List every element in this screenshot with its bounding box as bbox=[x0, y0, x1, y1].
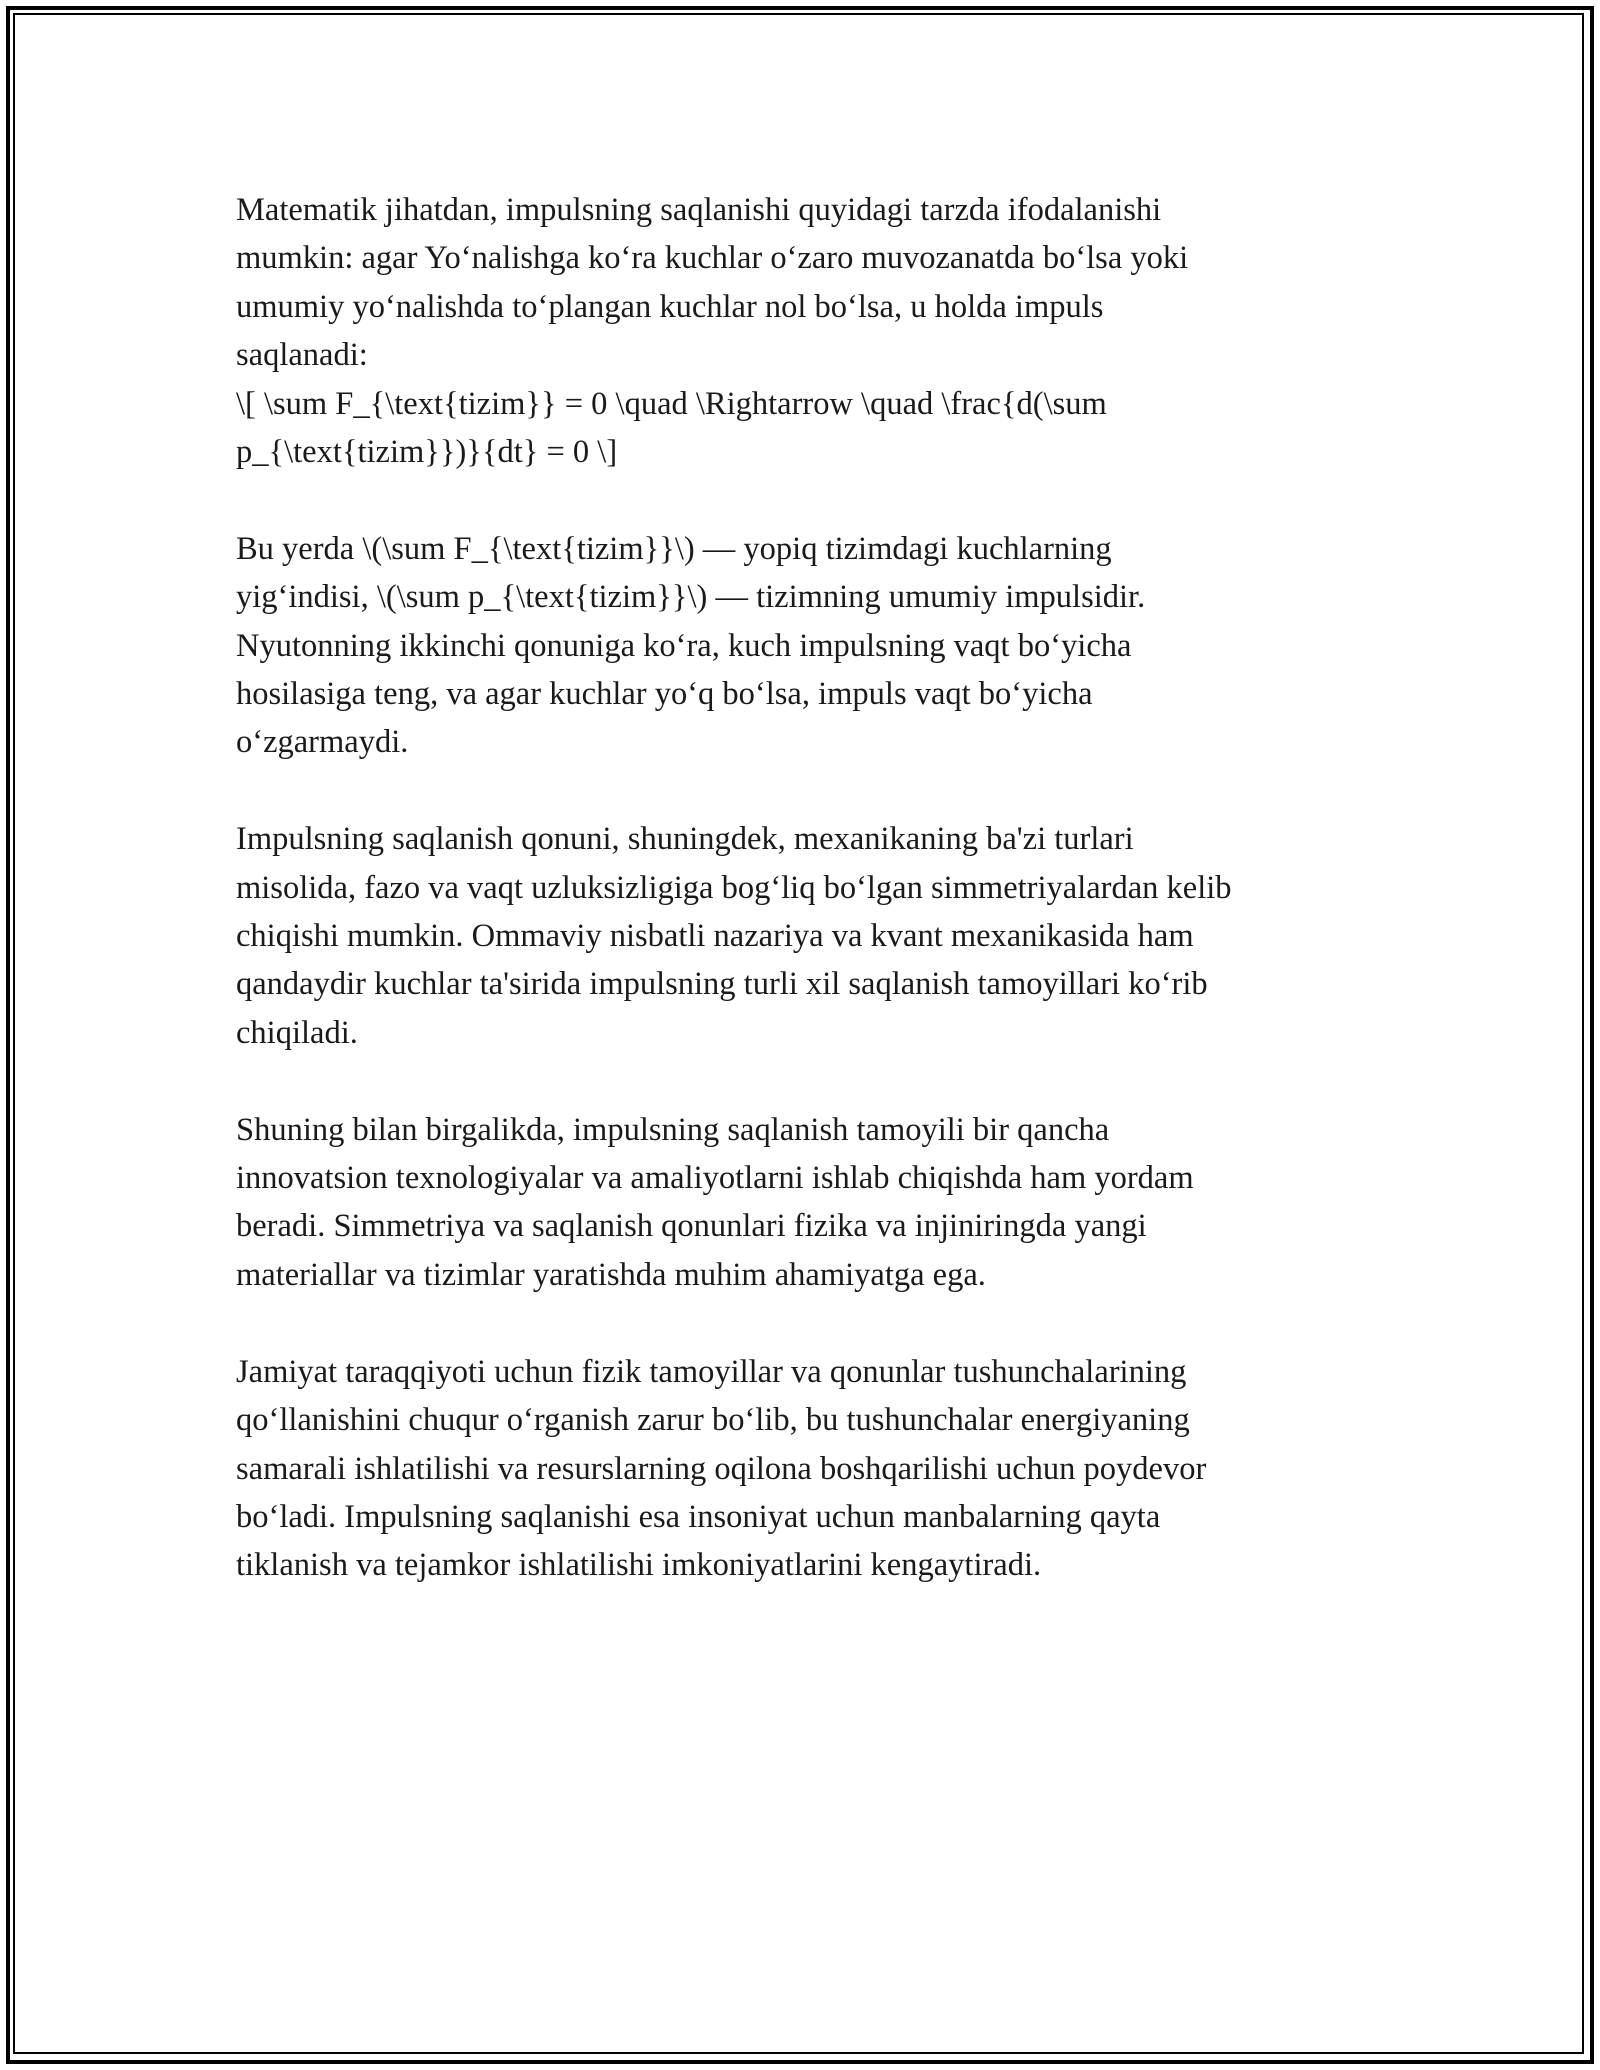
text-line: qandaydir kuchlar ta'sirida impulsning turli xil saqlanish tamoyillari koʻrib bbox=[236, 966, 1208, 1003]
paragraph-symmetry bbox=[236, 815, 1366, 1057]
text-line: Bu yerda \(\sum F_{\text{tizim}}\) — yopiq tizimdagi kuchlarning bbox=[236, 530, 1112, 567]
text-line: Nyutonning ikkinchi qonuniga koʻra, kuch impulsning vaqt boʻyicha bbox=[236, 627, 1132, 664]
text-line: tiklanish va tejamkor ishlatilishi imkoniyatlarini kengaytiradi. bbox=[236, 1547, 1042, 1584]
text-line: mumkin: agar Yoʻnalishga koʻra kuchlar oʻzaro muvozanatda boʻlsa yoki bbox=[236, 240, 1189, 277]
text-line: samarali ishlatilishi va resurslarning oqilona boshqarilishi uchun poydevor bbox=[236, 1450, 1207, 1487]
text-line: innovatsion texnologiyalar va amaliyotlarni ishlab chiqishda ham yordam bbox=[236, 1160, 1194, 1197]
text-line: umumiy yoʻnalishda toʻplangan kuchlar nol boʻlsa, u holda impuls bbox=[236, 288, 1104, 325]
text-line: Impulsning saqlanish qonuni, shuningdek, mexanikaning ba'zi turlari bbox=[236, 821, 1134, 858]
text-line: oʻzgarmaydi. bbox=[236, 724, 409, 761]
formula-line: \[ \sum F_{\text{tizim}} = 0 \quad \Rightarrow \quad \frac{d(\sum bbox=[236, 385, 1107, 422]
text-line: Shuning bilan birgalikda, impulsning saqlanish tamoyili bir qancha bbox=[236, 1111, 1110, 1148]
text-line: yigʻindisi, \(\sum p_{\text{tizim}}\) — tizimning umumiy impulsidir. bbox=[236, 579, 1146, 616]
text-line: hosilasiga teng, va agar kuchlar yoʻq boʻlsa, impuls vaqt boʻyicha bbox=[236, 676, 1093, 713]
text-line: Jamiyat taraqqiyoti uchun fizik tamoyillar va qonunlar tushunchalarining bbox=[236, 1353, 1187, 1390]
text-line: misolida, fazo va vaqt uzluksizligiga bogʻliq boʻlgan simmetriyalardan kelib bbox=[236, 869, 1232, 906]
document-body bbox=[236, 186, 1366, 1638]
text-line: beradi. Simmetriya va saqlanish qonunlari fizika va injiniringda yangi bbox=[236, 1208, 1147, 1245]
text-line: chiqiladi. bbox=[236, 1014, 358, 1051]
paragraph-formula-explanation bbox=[236, 525, 1366, 767]
text-line: boʻladi. Impulsning saqlanishi esa insoniyat uchun manbalarning qayta bbox=[236, 1498, 1161, 1535]
paragraph-innovation bbox=[236, 1106, 1366, 1300]
paragraph-momentum-formula bbox=[236, 186, 1366, 476]
text-line: chiqishi mumkin. Ommaviy nisbatli nazariya va kvant mexanikasida ham bbox=[236, 918, 1194, 955]
paragraph-society bbox=[236, 1348, 1366, 1590]
text-line: qoʻllanishini chuqur oʻrganish zarur boʻlib, bu tushunchalar energiyaning bbox=[236, 1402, 1190, 1439]
text-line: Matematik jihatdan, impulsning saqlanishi quyidagi tarzda ifodalanishi bbox=[236, 192, 1162, 228]
text-line: materiallar va tizimlar yaratishda muhim ahamiyatga ega. bbox=[236, 1256, 986, 1293]
text-line: saqlanadi: bbox=[236, 337, 368, 374]
formula-line: p_{\text{tizim}})}{dt} = 0 \] bbox=[236, 434, 618, 471]
